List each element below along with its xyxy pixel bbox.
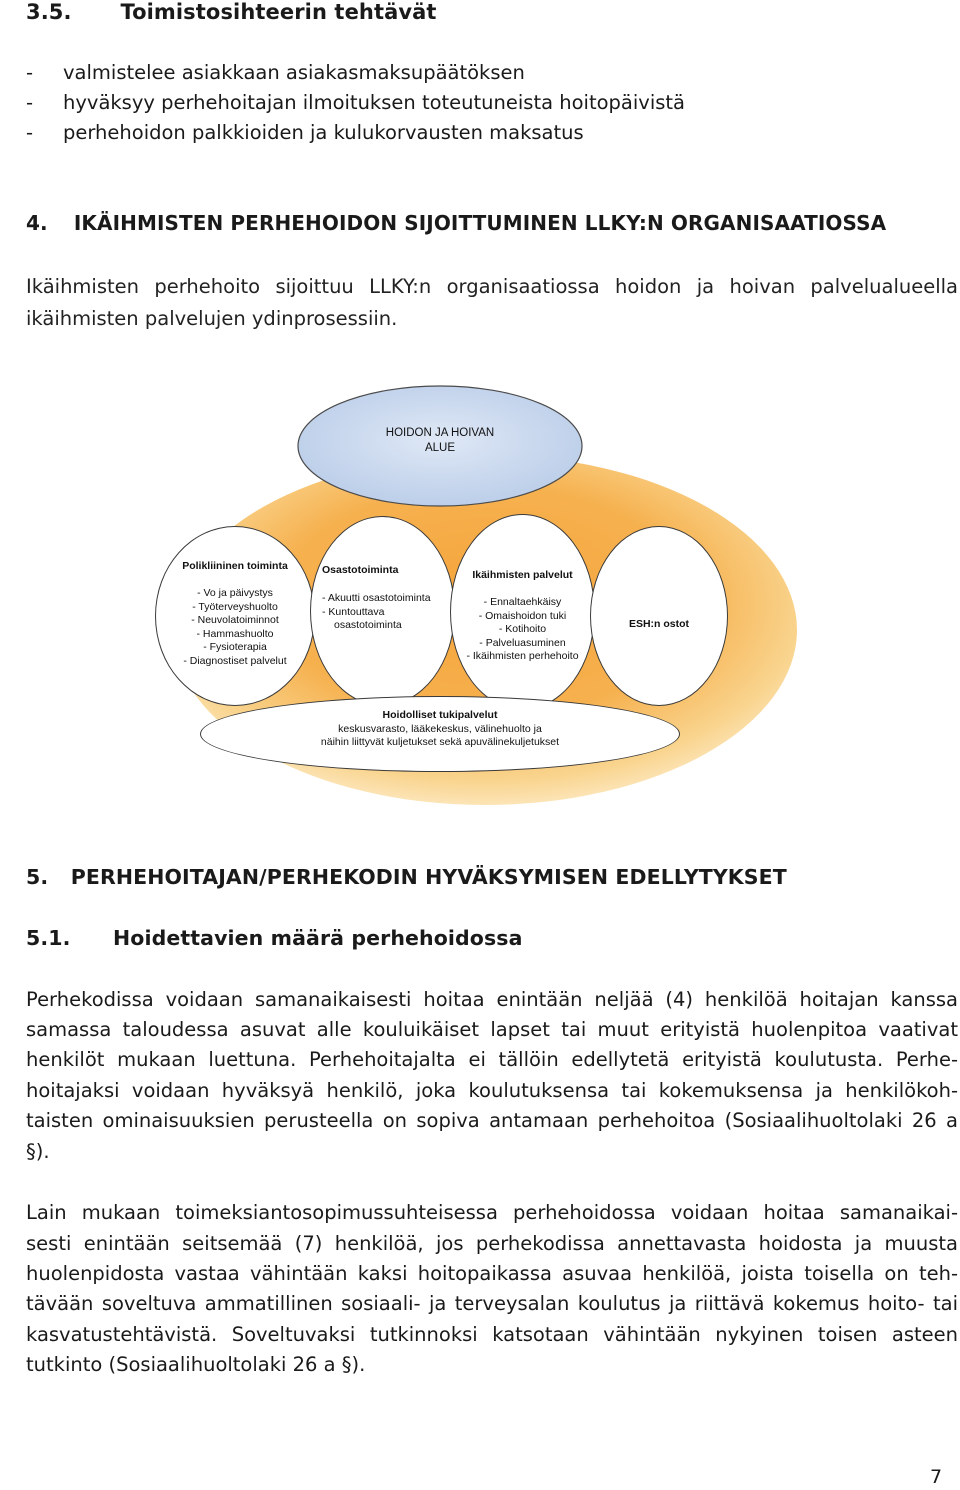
paragraph-line: henkilöt mukaan luettuna. Perhehoitajalta ei tällöin edellytetä erityistä koulutusta. Perhe- xyxy=(26,1048,958,1071)
list-item: - valmistelee asiakkaan asiakasmaksupäätöksen xyxy=(26,61,525,84)
polikliininen-list: - Vo ja päivystys - Työterveyshuolto - Neuvolatoiminnot - Hammashuolto - Fysioterapia - Diagnostiset palvelut xyxy=(183,587,287,667)
list-item: - perhehoidon palkkioiden ja kulukorvausten maksatus xyxy=(26,121,584,144)
paragraph-line: hoitajaksi voidaan hyväksyä henkilö, joka koulutuksensa tai kokemuksensa ja henkilökoh- xyxy=(26,1079,958,1102)
paragraph-line: tävään soveltuva ammatillinen sosiaali- ja terveysalan koulutus ja riittävä kokemus hoito- tai xyxy=(26,1292,958,1315)
top-area-label: HOIDON JA HOIVAN ALUE xyxy=(385,427,495,454)
paragraph-line: samassa taloudessa asuvat alle kouluikäiset lapset tai muut erityistä huolenpitoa vaativat xyxy=(26,1018,958,1041)
osastotoiminta-list: - Akuutti osastotoiminta - Kuntouttava osastotoiminta xyxy=(322,592,431,631)
paragraph-line: §). xyxy=(26,1140,50,1163)
ikaihmisten-list: - Ennaltaehkäisy - Omaishoidon tuki - Kotihoito - Palveluasuminen - Ikäihmisten perhehoito xyxy=(466,596,579,662)
section-title: IKÄIHMISTEN PERHEHOIDON SIJOITTUMINEN LLKY:N ORGANISAATIOSSA xyxy=(73,211,887,235)
esh-oval xyxy=(590,526,728,706)
section-number: 3.5. xyxy=(26,0,72,24)
organization-diagram xyxy=(150,380,820,820)
section-4-heading xyxy=(26,211,886,235)
paragraph-line: ikäihmisten palvelujen ydinprosessiin. xyxy=(26,307,398,330)
page-number: 7 xyxy=(930,1466,943,1488)
section-number: 4. xyxy=(26,211,48,235)
tukipalvelut-text: Hoidolliset tukipalvelut keskusvarasto, lääkekeskus, välinehuolto ja näihin liittyvät kuljetukset sekä apuvälinekuljetukset xyxy=(320,709,560,748)
section-title: Toimistosihteerin tehtävät xyxy=(120,0,437,24)
list-item: - hyväksyy perhehoitajan ilmoituksen toteutuneista hoitopäivistä xyxy=(26,91,685,114)
esh-title: ESH:n ostot xyxy=(628,618,690,630)
paragraph-line: tutkinto (Sosiaalihuoltolaki 26 a §). xyxy=(26,1353,366,1376)
paragraph-line: Perhekodissa voidaan samanaikaisesti hoitaa enintään neljää (4) henkilöä hoitajan kanssa xyxy=(26,988,958,1011)
paragraph-line: sesti enintään seitsemää (7) henkilöä, jos perhekodissa annettavasta hoidosta ja muusta xyxy=(26,1232,958,1255)
paragraph-line: Ikäihmisten perhehoito sijoittuu LLKY:n organisaatiossa hoidon ja hoivan palvelualueella xyxy=(26,275,958,298)
section-5-1-heading xyxy=(26,926,523,950)
paragraph-line: Lain mukaan toimeksiantosopimussuhteisessa perhehoidossa voidaan hoitaa samanaikai- xyxy=(26,1201,958,1224)
section-3-5-heading xyxy=(26,0,437,24)
paragraph-line: kasvatustehtävistä. Soveltuvaksi tutkinnoksi katsotaan vähintään nykyinen toisen asteen xyxy=(26,1323,958,1346)
polikliininen-title: Polikliininen toiminta xyxy=(182,560,288,572)
section-number: 5. xyxy=(26,865,49,889)
section-title: PERHEHOITAJAN/PERHEKODIN HYVÄKSYMISEN EDELLYTYKSET xyxy=(70,865,787,889)
osastotoiminta-title: Osastotoiminta xyxy=(322,564,399,576)
paragraph-line: taisten ominaisuuksien perusteella on sopiva antamaan perhehoitoa (Sosiaalihuoltolaki 26 a xyxy=(26,1109,958,1132)
ikaihmisten-title: Ikäihmisten palvelut xyxy=(472,569,573,581)
paragraph-line: huolenpidosta vastaa vähintään kaksi hoitopaikassa asuvaa henkilöä, joista toisella on teh- xyxy=(26,1262,958,1285)
section-number: 5.1. xyxy=(26,926,71,950)
section-5-heading xyxy=(26,865,787,889)
section-title: Hoidettavien määrä perhehoidossa xyxy=(113,926,523,950)
